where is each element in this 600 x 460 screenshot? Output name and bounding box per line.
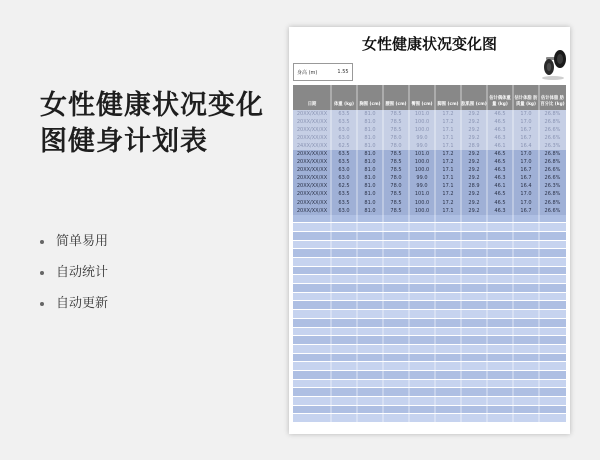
table-row[interactable]	[293, 110, 566, 118]
table-cell[interactable]: 20XX/XX/XX	[296, 175, 328, 182]
feature-item: 自动更新	[40, 294, 108, 325]
table-row[interactable]	[293, 118, 566, 126]
table-row[interactable]	[293, 166, 566, 174]
table-cell[interactable]: 46.3	[494, 167, 506, 174]
table-cell[interactable]: 46.3	[494, 175, 506, 182]
table-cell[interactable]: 100.0	[414, 159, 430, 166]
table-cell[interactable]: 81.0	[364, 143, 376, 150]
table-cell[interactable]: 81.0	[364, 159, 376, 166]
table-cell[interactable]: 101.0	[414, 151, 430, 158]
table-cell[interactable]: 101.0	[414, 111, 430, 117]
table-cell[interactable]: 46.1	[494, 183, 506, 190]
table-cell[interactable]: 17.0	[520, 151, 532, 158]
table-cell[interactable]: 81.0	[364, 151, 376, 158]
empty-row[interactable]	[293, 380, 566, 389]
header-cell: 日期	[307, 101, 317, 107]
table-cell[interactable]: 63.5	[338, 159, 350, 166]
table-cell[interactable]: 99.0	[416, 183, 428, 190]
table-cell[interactable]: 78.5	[390, 191, 402, 198]
header-cell: 估计体脂 肪质量 (kg)	[514, 96, 538, 107]
table-cell[interactable]: 20XX/XX/XX	[296, 199, 328, 206]
table-cell[interactable]: 63.5	[338, 199, 350, 206]
table-cell[interactable]: 17.2	[442, 111, 454, 117]
feature-item: 自动统计	[40, 263, 108, 294]
table-cell[interactable]: 29.2	[468, 111, 480, 117]
empty-row[interactable]	[293, 249, 566, 258]
empty-row[interactable]	[293, 301, 566, 310]
table-cell[interactable]: 78.5	[390, 151, 402, 158]
table-row[interactable]	[293, 126, 566, 134]
table-cell[interactable]: 20XX/XX/XX	[296, 127, 328, 134]
table-cell[interactable]: 16.7	[520, 167, 532, 174]
empty-row[interactable]	[293, 345, 566, 354]
table-cell[interactable]: 46.1	[494, 143, 506, 150]
empty-row[interactable]	[293, 275, 566, 284]
dumbbell-icon	[539, 45, 567, 81]
table-cell[interactable]: 16.4	[520, 183, 532, 190]
table-cell[interactable]: 78.0	[390, 143, 402, 150]
table-cell[interactable]: 81.0	[364, 119, 376, 126]
table-cell[interactable]: 28.9	[468, 143, 480, 150]
table-cell[interactable]: 46.5	[494, 111, 506, 117]
header-cell: 估计偶体重 量 (kg)	[489, 96, 511, 107]
table-cell[interactable]: 81.0	[364, 207, 376, 214]
table-cell[interactable]: 26.8%	[544, 191, 561, 198]
table-cell[interactable]: 78.5	[390, 207, 402, 214]
height-field[interactable]	[293, 63, 353, 81]
header-cell: 脚围 (cm)	[437, 101, 459, 107]
height-value[interactable]: 1.55	[337, 69, 349, 75]
table-cell[interactable]: 17.1	[442, 127, 454, 134]
table-cell[interactable]: 100.0	[414, 119, 430, 126]
table-cell[interactable]: 24XX/XX/XX	[296, 143, 328, 150]
data-table	[293, 85, 566, 423]
table-cell[interactable]: 29.2	[468, 151, 480, 158]
promo-title: 女性健康状况变化图健身计划表	[40, 90, 264, 157]
table-cell[interactable]: 20XX/XX/XX	[296, 135, 328, 142]
table-cell[interactable]: 99.0	[416, 135, 428, 142]
empty-row[interactable]	[293, 232, 566, 241]
table-cell[interactable]: 46.3	[494, 135, 506, 142]
table-cell[interactable]: 16.4	[520, 143, 532, 150]
table-cell[interactable]: 17.0	[520, 119, 532, 126]
table-cell[interactable]: 16.7	[520, 127, 532, 134]
table-cell[interactable]: 26.8%	[544, 159, 561, 166]
table-cell[interactable]: 29.2	[468, 159, 480, 166]
table-cell[interactable]: 20XX/XX/XX	[296, 207, 328, 214]
table-cell[interactable]: 81.0	[364, 167, 376, 174]
table-cell[interactable]: 16.7	[520, 175, 532, 182]
table-cell[interactable]: 29.2	[468, 191, 480, 198]
table-cell[interactable]: 78.0	[390, 183, 402, 190]
table-cell[interactable]: 81.0	[364, 183, 376, 190]
table-cell[interactable]: 17.1	[442, 135, 454, 142]
header-cell: 肱肌围 (cm)	[461, 101, 487, 107]
empty-row[interactable]	[293, 406, 566, 415]
height-label: 身高 (m)	[297, 69, 318, 76]
feature-item: 简单易用	[40, 232, 108, 263]
table-cell[interactable]: 81.0	[364, 199, 376, 206]
table-cell[interactable]: 46.5	[494, 151, 506, 158]
table-cell[interactable]: 100.0	[414, 207, 430, 214]
header-cell: 腰围 (cm)	[385, 101, 407, 107]
table-cell[interactable]: 63.5	[338, 151, 350, 158]
table-cell[interactable]: 78.5	[390, 167, 402, 174]
table-cell[interactable]: 46.3	[494, 207, 506, 214]
table-cell[interactable]: 20XX/XX/XX	[296, 167, 328, 174]
table-cell[interactable]: 26.3%	[544, 143, 561, 150]
table-cell[interactable]: 46.3	[494, 127, 506, 134]
table-cell[interactable]: 29.2	[468, 199, 480, 206]
table-cell[interactable]: 26.6%	[544, 135, 561, 142]
header-cell: 体重 (kg)	[334, 101, 354, 107]
table-cell[interactable]: 20XX/XX/XX	[296, 183, 328, 190]
table-row[interactable]	[293, 190, 566, 198]
table-cell[interactable]: 17.0	[520, 159, 532, 166]
table-cell[interactable]: 78.5	[390, 159, 402, 166]
table-cell[interactable]: 26.6%	[544, 207, 561, 214]
table-row[interactable]	[293, 199, 566, 207]
header-cell: 估计体脂 肪百分比 (kg)	[540, 96, 565, 107]
table-cell[interactable]: 28.9	[468, 183, 480, 190]
table-cell[interactable]: 17.2	[442, 191, 454, 198]
table-cell[interactable]: 29.2	[468, 135, 480, 142]
table-cell[interactable]: 29.2	[468, 127, 480, 134]
table-cell[interactable]: 63.0	[338, 207, 350, 214]
empty-row[interactable]	[293, 258, 566, 267]
table-cell[interactable]: 78.5	[390, 111, 402, 117]
table-cell[interactable]: 63.0	[338, 135, 350, 142]
table-row[interactable]	[293, 174, 566, 182]
table-cell[interactable]: 63.5	[338, 111, 350, 117]
empty-row[interactable]	[293, 319, 566, 328]
table-cell[interactable]: 81.0	[364, 175, 376, 182]
table-cell[interactable]: 17.0	[520, 199, 532, 206]
empty-rows	[293, 215, 566, 424]
table-cell[interactable]: 78.0	[390, 135, 402, 142]
table-cell[interactable]: 29.2	[468, 119, 480, 126]
empty-row[interactable]	[293, 414, 566, 423]
feature-list	[40, 232, 108, 325]
table-cell[interactable]: 20XX/XX/XX	[296, 111, 328, 117]
table-cell[interactable]: 63.0	[338, 175, 350, 182]
table-cell[interactable]: 17.1	[442, 183, 454, 190]
table-cell[interactable]: 26.8%	[544, 151, 561, 158]
table-row[interactable]	[293, 150, 566, 158]
empty-row[interactable]	[293, 336, 566, 345]
table-cell[interactable]: 100.0	[414, 199, 430, 206]
table-cell[interactable]: 78.5	[390, 127, 402, 134]
table-cell[interactable]: 16.7	[520, 207, 532, 214]
table-cell[interactable]: 17.2	[442, 159, 454, 166]
table-cell[interactable]: 17.0	[520, 191, 532, 198]
table-cell[interactable]: 63.5	[338, 119, 350, 126]
table-cell[interactable]: 26.3%	[544, 183, 561, 190]
empty-row[interactable]	[293, 388, 566, 397]
table-cell[interactable]: 17.1	[442, 175, 454, 182]
table-body	[293, 110, 566, 215]
empty-row[interactable]	[293, 397, 566, 406]
table-cell[interactable]: 81.0	[364, 111, 376, 117]
table-header	[293, 85, 566, 110]
table-cell[interactable]: 78.5	[390, 119, 402, 126]
empty-row[interactable]	[293, 267, 566, 276]
table-cell[interactable]: 20XX/XX/XX	[296, 191, 328, 198]
table-cell[interactable]: 99.0	[416, 175, 428, 182]
table-cell[interactable]: 26.6%	[544, 167, 561, 174]
table-cell[interactable]: 46.5	[494, 119, 506, 126]
table-row[interactable]	[293, 207, 566, 215]
table-cell[interactable]: 26.6%	[544, 175, 561, 182]
spreadsheet-preview	[289, 27, 570, 434]
table-cell[interactable]: 26.8%	[544, 111, 561, 117]
empty-row[interactable]	[293, 362, 566, 371]
table-row[interactable]	[293, 182, 566, 190]
table-cell[interactable]: 17.2	[442, 199, 454, 206]
table-cell[interactable]: 81.0	[364, 135, 376, 142]
table-cell[interactable]: 17.2	[442, 119, 454, 126]
empty-row[interactable]	[293, 310, 566, 319]
header-cell: 臀围 (cm)	[411, 101, 433, 107]
table-cell[interactable]: 17.1	[442, 143, 454, 150]
table-row[interactable]	[293, 158, 566, 166]
table-cell[interactable]: 17.1	[442, 207, 454, 214]
empty-row[interactable]	[293, 371, 566, 380]
table-cell[interactable]: 81.0	[364, 191, 376, 198]
table-cell[interactable]: 20XX/XX/XX	[296, 159, 328, 166]
empty-row[interactable]	[293, 223, 566, 232]
table-row[interactable]	[293, 142, 566, 150]
table-row[interactable]	[293, 134, 566, 142]
empty-row[interactable]	[293, 328, 566, 337]
header-cell: 胸围 (cm)	[359, 101, 381, 107]
table-cell[interactable]: 29.2	[468, 207, 480, 214]
table-cell[interactable]: 46.5	[494, 191, 506, 198]
table-cell[interactable]: 63.5	[338, 191, 350, 198]
table-cell[interactable]: 62.5	[338, 183, 350, 190]
table-cell[interactable]: 17.0	[520, 111, 532, 117]
empty-row[interactable]	[293, 215, 566, 224]
table-cell[interactable]: 63.0	[338, 167, 350, 174]
table-cell[interactable]: 26.8%	[544, 119, 561, 126]
table-cell[interactable]: 46.5	[494, 199, 506, 206]
empty-row[interactable]	[293, 354, 566, 363]
table-cell[interactable]: 26.6%	[544, 127, 561, 134]
table-cell[interactable]: 78.5	[390, 199, 402, 206]
table-cell[interactable]: 99.0	[416, 143, 428, 150]
table-cell[interactable]: 20XX/XX/XX	[296, 119, 328, 126]
table-cell[interactable]: 62.5	[338, 143, 350, 150]
empty-row[interactable]	[293, 293, 566, 302]
table-cell[interactable]: 29.2	[468, 167, 480, 174]
table-cell[interactable]: 100.0	[414, 167, 430, 174]
table-cell[interactable]: 20XX/XX/XX	[296, 151, 328, 158]
sheet-title: 女性健康状况变化图	[361, 35, 497, 53]
table-cell[interactable]: 29.2	[468, 175, 480, 182]
table-cell[interactable]: 17.2	[442, 151, 454, 158]
table-cell[interactable]: 78.0	[390, 175, 402, 182]
table-cell[interactable]: 26.8%	[544, 199, 561, 206]
table-cell[interactable]: 63.0	[338, 127, 350, 134]
table-cell[interactable]: 46.5	[494, 159, 506, 166]
table-cell[interactable]: 100.0	[414, 127, 430, 134]
table-cell[interactable]: 81.0	[364, 127, 376, 134]
table-cell[interactable]: 101.0	[414, 191, 430, 198]
table-cell[interactable]: 16.7	[520, 135, 532, 142]
empty-row[interactable]	[293, 284, 566, 293]
empty-row[interactable]	[293, 241, 566, 250]
table-cell[interactable]: 17.1	[442, 167, 454, 174]
